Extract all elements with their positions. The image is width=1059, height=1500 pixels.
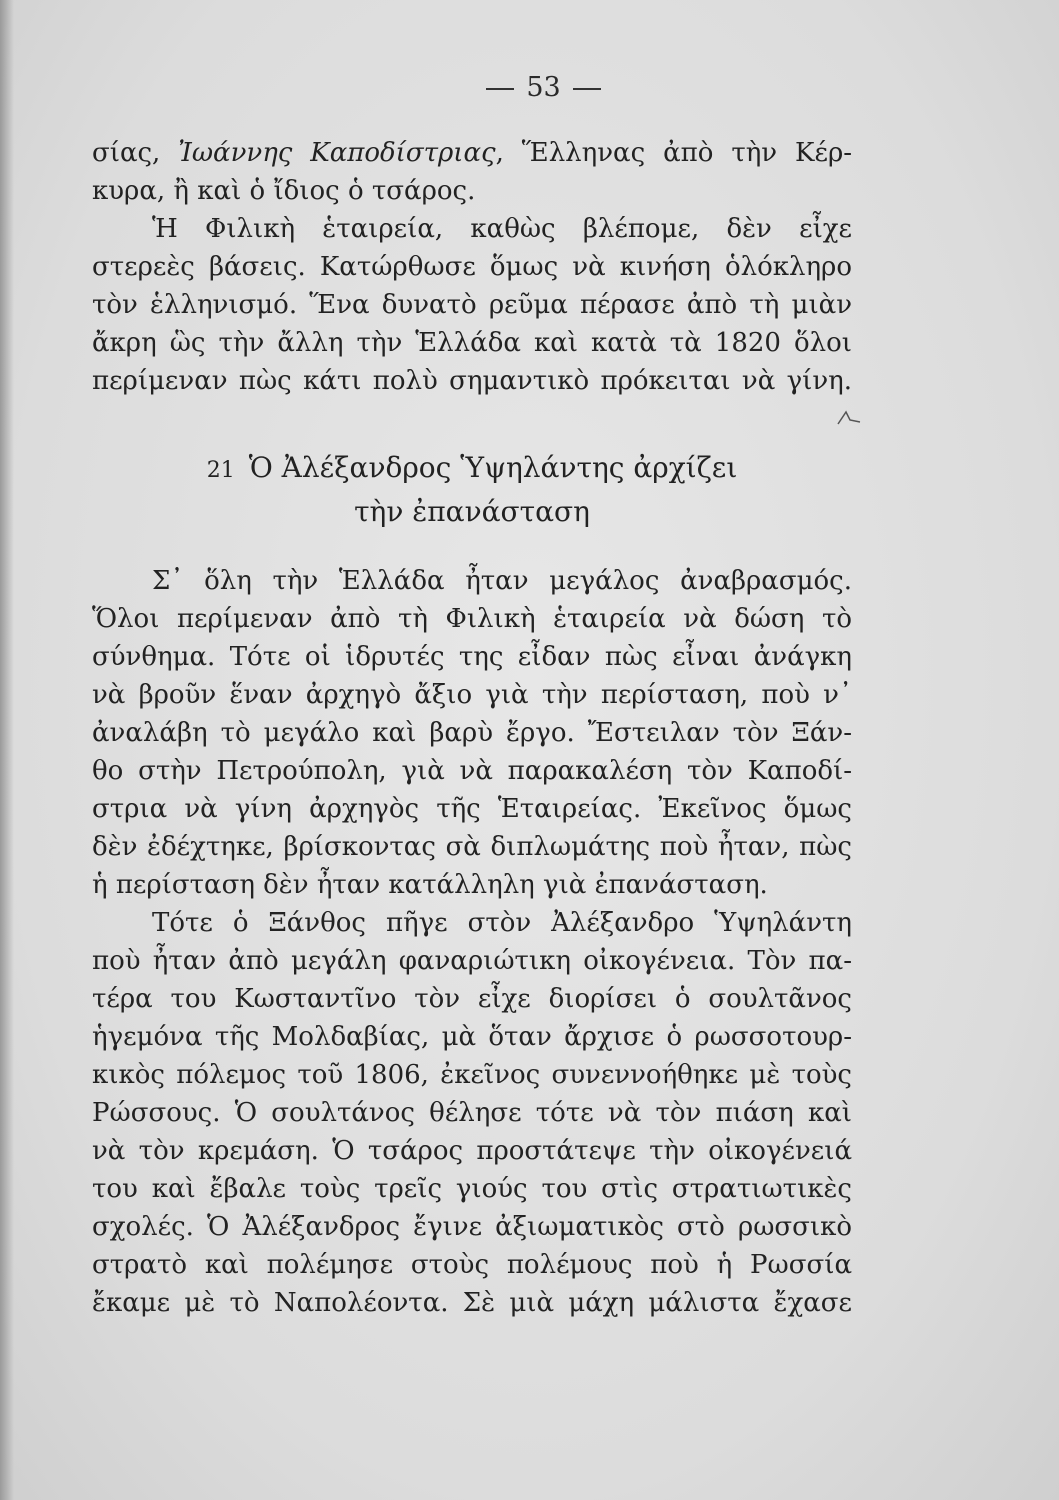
- text-line: Τότε ὁ Ξάνθος πῆγε στὸν Ἀλέξανδρο Ὑψηλάντη: [152, 908, 852, 938]
- text-line: δὲν ἐδέχτηκε, βρίσκοντας σὰ διπλωμάτης ποὺ ἦταν, πὼς: [92, 832, 852, 862]
- text-line: τέρα του Κωσταντῖνο τὸν εἶχε διορίσει ὁ σουλτᾶνος: [92, 984, 852, 1014]
- text-line: σχολές. Ὁ Ἀλέξανδρος ἔγινε ἀξιωματικὸς στὸ ρωσσικὸ: [92, 1212, 852, 1242]
- text-line: ποὺ ἦταν ἀπὸ μεγάλη φαναριώτικη οἰκογένεια. Τὸν πα-: [92, 946, 852, 976]
- text-block-bottom: [92, 562, 852, 1322]
- text-line: νὰ βροῦν ἕναν ἀρχηγὸ ἄξιο γιὰ τὴν περίσταση, ποὺ ν᾽: [92, 680, 852, 710]
- text-block-top: [92, 134, 852, 400]
- page-number: [14, 72, 1059, 103]
- text-line: κυρα, ἢ καὶ ὁ ἴδιος ὁ τσάρος.: [92, 176, 476, 206]
- text-line: σύνθημα. Τότε οἱ ἱδρυτές της εἶδαν πὼς εἶναι ἀνάγκη: [92, 642, 852, 672]
- text-line: Ἡ Φιλικὴ ἑταιρεία, καθὼς βλέπομε, δὲν εἶχε: [152, 214, 852, 244]
- text-fragment: σίας,: [92, 138, 179, 168]
- text-fragment: , Ἕλληνας ἀπὸ τὴν Κέρ-: [495, 138, 853, 168]
- text-line: ἔκαμε μὲ τὸ Ναπολέοντα. Σὲ μιὰ μάχη μάλιστα ἔχασε: [92, 1288, 852, 1318]
- text-line: ἡγεμόνα τῆς Μολδαβίας, μὰ ὅταν ἄρχισε ὁ ρωσσοτουρ-: [92, 1022, 852, 1052]
- page-number-value: 53: [526, 72, 561, 103]
- text-line: ἄκρη ὣς τὴν ἄλλη τὴν Ἑλλάδα καὶ κατὰ τὰ 1820 ὅλοι: [92, 328, 852, 358]
- text-line: τὸν ἑλληνισμό. Ἕνα δυνατὸ ρεῦμα πέρασε ἀπὸ τὴ μιὰν: [92, 290, 852, 320]
- text-line: ἡ περίσταση δὲν ἦταν κατάλληλη γιὰ ἐπανάσταση.: [92, 870, 768, 900]
- heading-text-1: Ὁ Ἀλέξανδρος Ὑψηλάντης ἀρχίζει: [248, 451, 738, 484]
- text-line: στρατὸ καὶ πολέμησε στοὺς πολέμους ποὺ ἡ Ρωσσία: [92, 1250, 852, 1280]
- page-number-dash-left: [486, 88, 514, 90]
- section-heading: [92, 446, 852, 534]
- section-number: 21: [206, 458, 235, 483]
- heading-line-1: [92, 446, 852, 490]
- text-line: του καὶ ἔβαλε τοὺς τρεῖς γιούς του στὶς στρατιωτικὲς: [92, 1174, 852, 1204]
- text-line: Σ᾽ ὅλη τὴν Ἑλλάδα ἦταν μεγάλος ἀναβρασμός.: [152, 566, 852, 596]
- heading-line-2: τὴν ἐπανάσταση: [354, 495, 590, 528]
- text-line: [92, 134, 852, 172]
- text-line: Ὅλοι περίμεναν ἀπὸ τὴ Φιλικὴ ἑταιρεία νὰ δώση τὸ: [92, 604, 852, 634]
- pencil-mark-icon: [836, 404, 862, 428]
- text-line: στρια νὰ γίνη ἀρχηγὸς τῆς Ἑταιρείας. Ἐκεῖνος ὅμως: [92, 794, 852, 824]
- text-line: στερεὲς βάσεις. Κατώρθωσε ὅμως νὰ κινήση ὁλόκληρο: [92, 252, 852, 282]
- text-line: κικὸς πόλεμος τοῦ 1806, ἐκεῖνος συνεννοήθηκε μὲ τοὺς: [92, 1060, 852, 1090]
- italic-name: Ἰωάννης Καποδίστριας: [178, 138, 496, 168]
- text-line: περίμεναν πὼς κάτι πολὺ σημαντικὸ πρόκειται νὰ γίνη.: [92, 366, 852, 396]
- text-line: νὰ τὸν κρεμάση. Ὁ τσάρος προστάτεψε τὴν οἰκογένειά: [92, 1136, 852, 1166]
- text-line: ἀναλάβη τὸ μεγάλο καὶ βαρὺ ἔργο. Ἔστειλαν τὸν Ξάν-: [92, 718, 852, 748]
- page-number-dash-right: [573, 88, 601, 90]
- text-line: Ρώσσους. Ὁ σουλτάνος θέλησε τότε νὰ τὸν πιάση καὶ: [92, 1098, 852, 1128]
- text-line: θο στὴν Πετρούπολη, γιὰ νὰ παρακαλέση τὸν Καποδί-: [92, 756, 852, 786]
